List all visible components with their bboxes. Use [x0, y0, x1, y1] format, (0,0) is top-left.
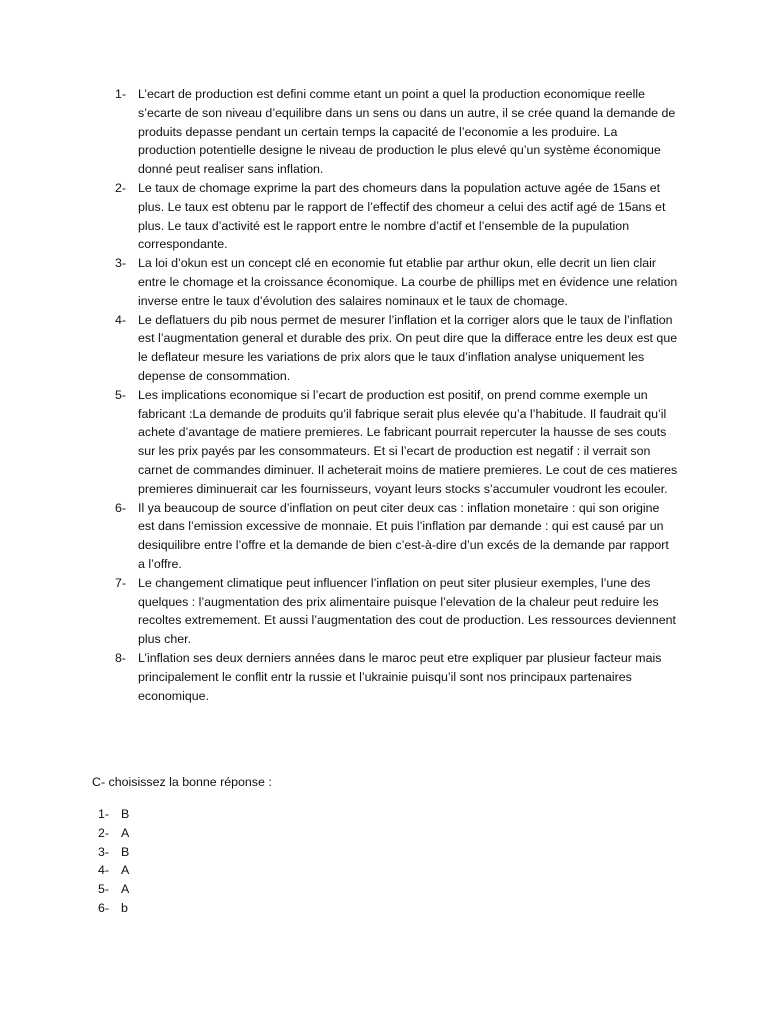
answer-item [0, 861, 129, 880]
list-item [0, 254, 768, 310]
answer-item [0, 805, 129, 824]
answer-item [0, 880, 129, 899]
question-answer-list [0, 85, 768, 705]
item-number: 4- [115, 312, 127, 327]
list-item [0, 386, 768, 499]
answer-value: A [121, 825, 130, 840]
item-text: L’ecart de production est defini comme etant un point a quel la production economique reelle s’ecarte de son niveau d’equilibre dans un sens ou dans un autre, il se crée quand la demande de produits depasse pendant un certain temps la capacité de l’economie a les produire. La production potentielle designe le niveau de production le plus elevé qu’un système économique donné peut realiser sans inflation. [138, 87, 676, 177]
item-number: 6- [115, 500, 127, 515]
answer-key-list [0, 805, 129, 918]
item-text: Le taux de chomage exprime la part des chomeurs dans la population actuve agée de 15ans et plus. Le taux est obtenu par le rapport de l’effectif des chomeur a celui des actif agé de 15ans et plus. Le taux d’activité est le rapport entre le nombre d’actif et l’ensemble de la pupulation correspondante. [138, 180, 666, 252]
item-text: La loi d’okun est un concept clé en economie fut etablie par arthur okun, elle decrit un lien clair entre le chomage et la croissance économique. La courbe de phillips met en évidence une relation inverse entre le taux d’évolution des salaires nominaux et le taux de chomage. [138, 256, 678, 308]
answer-value: A [121, 882, 130, 897]
answer-item [0, 824, 129, 843]
answer-value: B [121, 844, 130, 859]
answer-number: 1- [98, 807, 110, 821]
list-item [0, 179, 768, 254]
answer-item [0, 899, 129, 918]
list-item [0, 649, 768, 705]
list-item [0, 574, 768, 649]
list-item [0, 499, 768, 574]
item-text: Les implications economique si l’ecart de production est positif, on prend comme exemple un fabricant :La demande de produits qu’il fabrique serait plus elevée qu’a l’habitude. Il faudrait qu’il achete d’avantage de matiere premieres. Le fabricant pourrait repercuter la hausse de ses couts sur les prix payés par les consommateurs. Et si l’ecart de production est negatif : il verrait son carnet de commandes diminuer. Il acheterait moins de matiere premieres. Le cout de ces matieres premieres diminuerait car les fournisseurs, voyant leurs stocks s’accumuler voudront les ecouler. [138, 387, 678, 496]
answer-number: 5- [98, 882, 110, 897]
item-number: 2- [115, 180, 127, 195]
item-number: 7- [115, 575, 127, 590]
answer-value: A [121, 863, 130, 878]
answer-value: b [121, 900, 128, 915]
item-text: Le changement climatique peut influencer l’inflation on peut siter plusieur exemples, l’une des quelques : l’augmentation des prix alimentaire puisque l’elevation de la chaleur peut reduire les recoltes extremement. Et aussi l’augmentation des cout de production. Les ressources deviennent plus cher. [138, 575, 676, 647]
list-item [0, 311, 768, 386]
answer-value: B [121, 807, 130, 821]
answer-number: 6- [98, 900, 110, 915]
item-number: 5- [115, 387, 127, 402]
answer-item [0, 843, 129, 862]
section-c-title: C- choisissez la bonne réponse : [92, 775, 272, 789]
item-number: 8- [115, 650, 127, 665]
list-item [0, 85, 768, 179]
answer-number: 2- [98, 825, 110, 840]
item-number: 1- [115, 87, 127, 101]
item-text: Il ya beaucoup de source d’inflation on peut citer deux cas : inflation monetaire : qui son origine est dans l’emission excessive de monnaie. Et puis l’inflation par demande : qui est causé par un desiquilibre entre l’offre et la demande de bien c’est-à-dire d’un excés de la demande par rapport a l’offre. [138, 500, 669, 571]
answer-number: 4- [98, 863, 110, 878]
item-number: 3- [115, 256, 127, 271]
answer-number: 3- [98, 844, 110, 859]
item-text: L’inflation ses deux derniers années dans le maroc peut etre expliquer par plusieur facteur mais principalement le conflit entr la russie et l’ukrainie puisqu’il sont nos principaux partenaires economique. [138, 650, 662, 703]
item-text: Le deflatuers du pib nous permet de mesurer l’inflation et la corriger alors que le taux de l’inflation est l’augmentation general et durable des prix. On peut dire que la differace entre les deux est que le deflateur mesure les variations de prix alors que le taux d’inflation analyse uniquement les depense de consommation. [138, 312, 678, 383]
